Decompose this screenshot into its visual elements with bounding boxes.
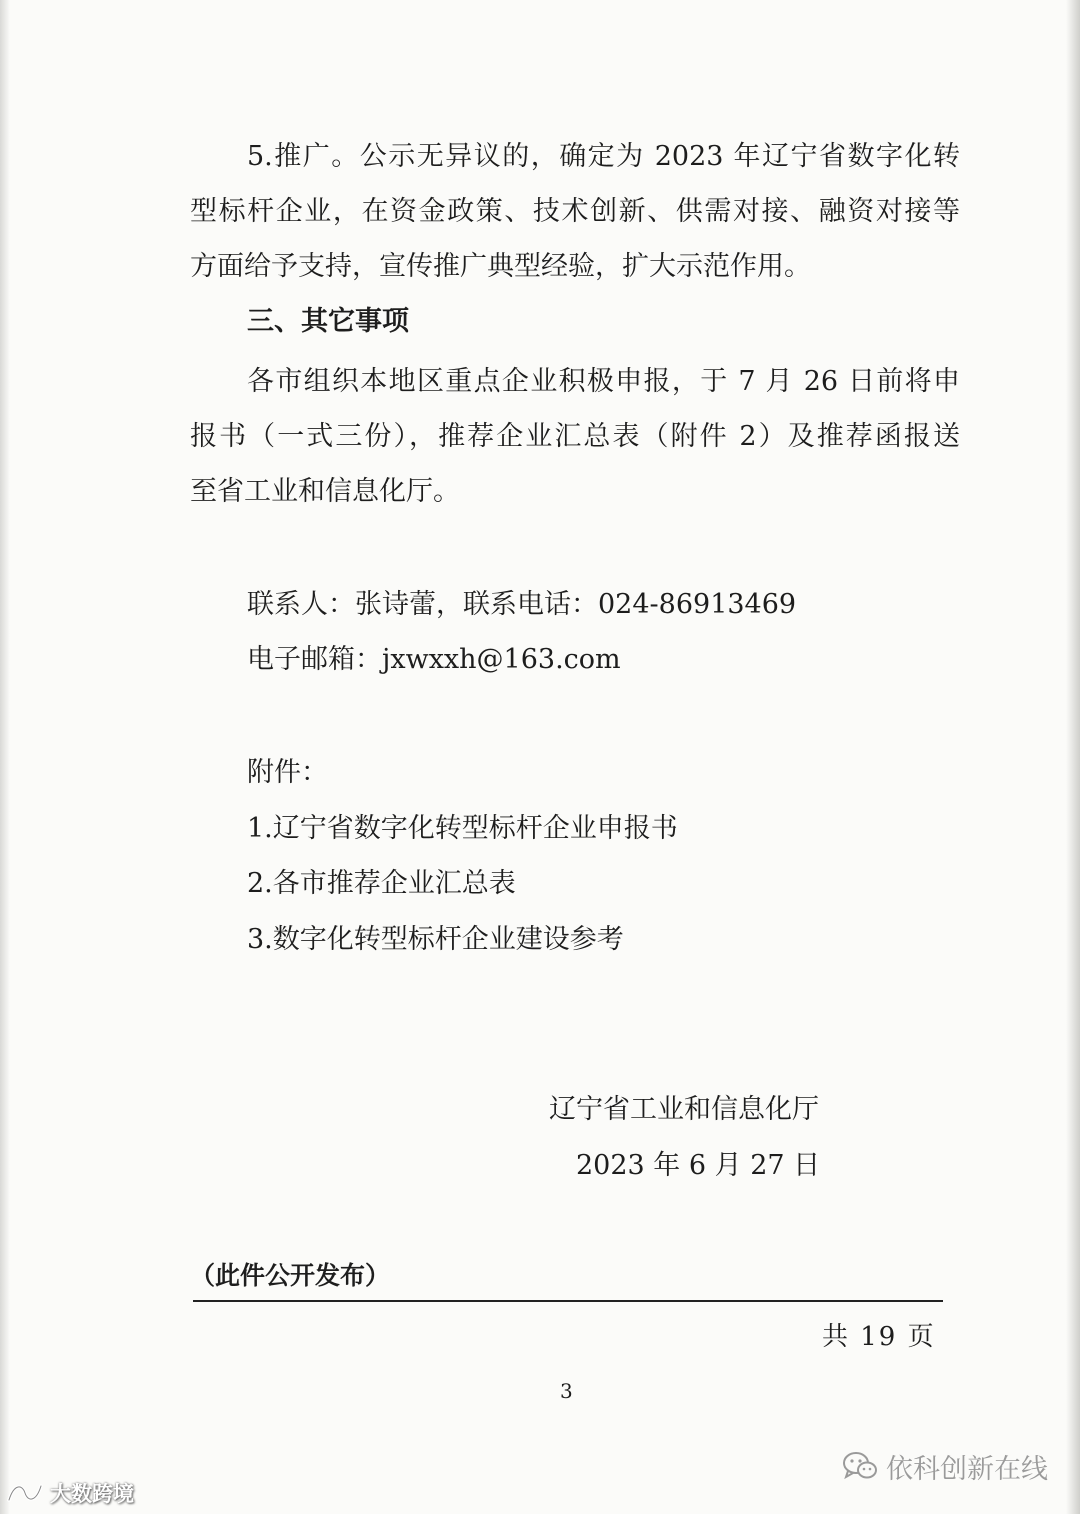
page-edge-left (0, 0, 10, 1514)
attachments-title: 附件： (247, 757, 328, 788)
watermark-right (842, 1446, 1048, 1486)
attachment-item-3: 3.数字化转型标杆企业建设参考 (247, 924, 624, 955)
brand-logo-icon (6, 1480, 44, 1506)
publication-notice: （此件公开发布） (190, 1261, 391, 1290)
attachment-item-1: 1.辽宁省数字化转型标杆企业申报书 (247, 813, 678, 844)
para1-line-3: 方面给予支持，宣传推广典型经验，扩大示范作用。 (190, 251, 811, 282)
page-edge-right (1066, 0, 1080, 1514)
para2-line-2: 报书（一式三份），推荐企业汇总表（附件 2）及推荐函报送 (190, 421, 960, 452)
footer-divider (193, 1300, 943, 1302)
page-number: 3 (560, 1379, 573, 1403)
signature-org: 辽宁省工业和信息化厅 (549, 1094, 819, 1125)
watermark-right-text: 依科创新在线 (886, 1453, 1048, 1485)
contact-line: 联系人：张诗蕾，联系电话：024-86913469 (247, 589, 797, 620)
section-heading: 三、其它事项 (247, 306, 409, 337)
para1-line-1: 5.推广。公示无异议的，确定为 2023 年辽宁省数字化转 (247, 141, 960, 172)
wechat-icon (842, 1451, 878, 1481)
total-pages: 共 19 页 (822, 1322, 936, 1352)
email-line: 电子邮箱：jxwxxh@163.com (247, 644, 621, 675)
watermark-left-text: 大数跨境 (50, 1482, 134, 1506)
watermark-left (6, 1478, 134, 1508)
attachment-item-2: 2.各市推荐企业汇总表 (247, 868, 516, 899)
para2-line-3: 至省工业和信息化厅。 (190, 476, 460, 507)
para1-line-2: 型标杆企业，在资金政策、技术创新、供需对接、融资对接等 (190, 196, 960, 227)
para2-line-1: 各市组织本地区重点企业积极申报，于 7 月 26 日前将申 (247, 366, 960, 397)
signature-date: 2023 年 6 月 27 日 (576, 1150, 821, 1181)
